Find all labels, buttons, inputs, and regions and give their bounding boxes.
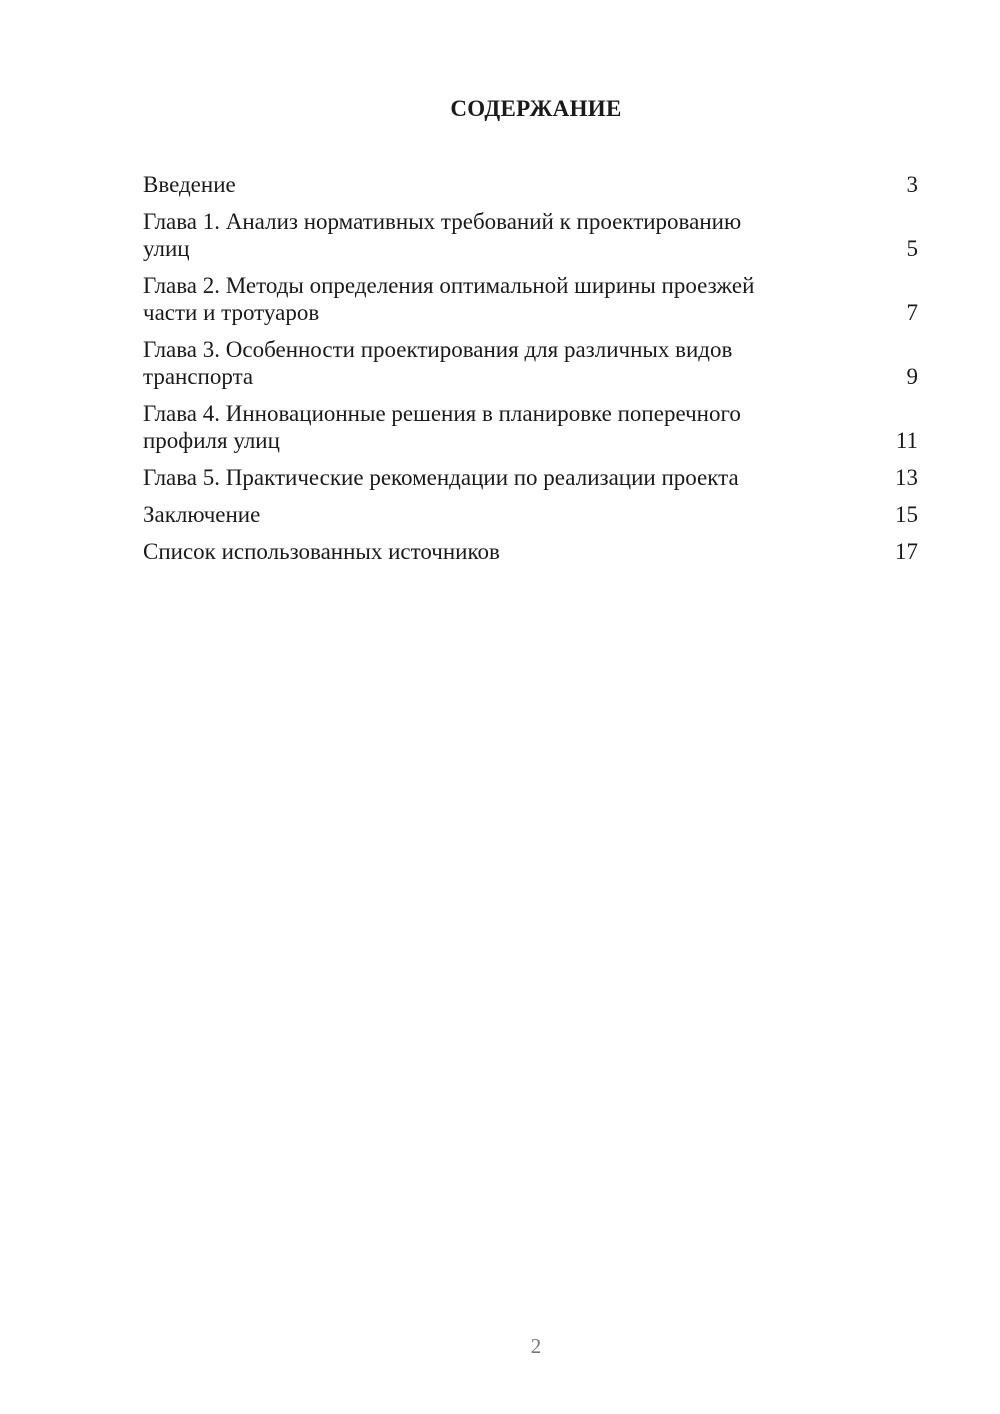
page-title: СОДЕРЖАНИЕ [450, 96, 622, 121]
toc-entry-page: 13 [895, 465, 918, 490]
table-of-contents [143, 171, 918, 575]
toc-entry-chapter-3[interactable] [143, 336, 918, 390]
toc-entry-conclusion[interactable] [143, 501, 918, 528]
toc-entry-chapter-5[interactable] [143, 464, 918, 491]
page-number: 2 [530, 1334, 542, 1358]
toc-entry-page: 17 [895, 539, 918, 564]
toc-entry-text: Список использованных источников [143, 539, 500, 564]
toc-entry-introduction[interactable] [143, 171, 918, 198]
toc-entry-page: 5 [906, 236, 918, 261]
toc-entry-text: Введение [143, 172, 236, 197]
toc-entry-page: 11 [895, 428, 918, 453]
toc-entry-chapter-4[interactable] [143, 400, 918, 454]
toc-entry-text: Заключение [143, 502, 261, 527]
toc-entry-text: Глава 4. Инновационные решения в планировке поперечного профиля улиц [143, 401, 741, 453]
toc-entry-references[interactable] [143, 538, 918, 565]
toc-entry-chapter-2[interactable] [143, 272, 918, 326]
toc-entry-page: 7 [906, 300, 918, 325]
toc-entry-chapter-1[interactable] [143, 208, 918, 262]
toc-entry-text: Глава 3. Особенности проектирования для различных видов транспорта [143, 337, 733, 389]
toc-entry-page: 3 [906, 172, 918, 197]
toc-entry-text: Глава 1. Анализ нормативных требований к проектированию улиц [143, 209, 742, 261]
toc-entry-page: 9 [906, 364, 918, 389]
toc-entry-page: 15 [895, 502, 918, 527]
toc-entry-text: Глава 2. Методы определения оптимальной ширины проезжей части и тротуаров [143, 273, 755, 325]
toc-entry-text: Глава 5. Практические рекомендации по реализации проекта [143, 465, 739, 490]
